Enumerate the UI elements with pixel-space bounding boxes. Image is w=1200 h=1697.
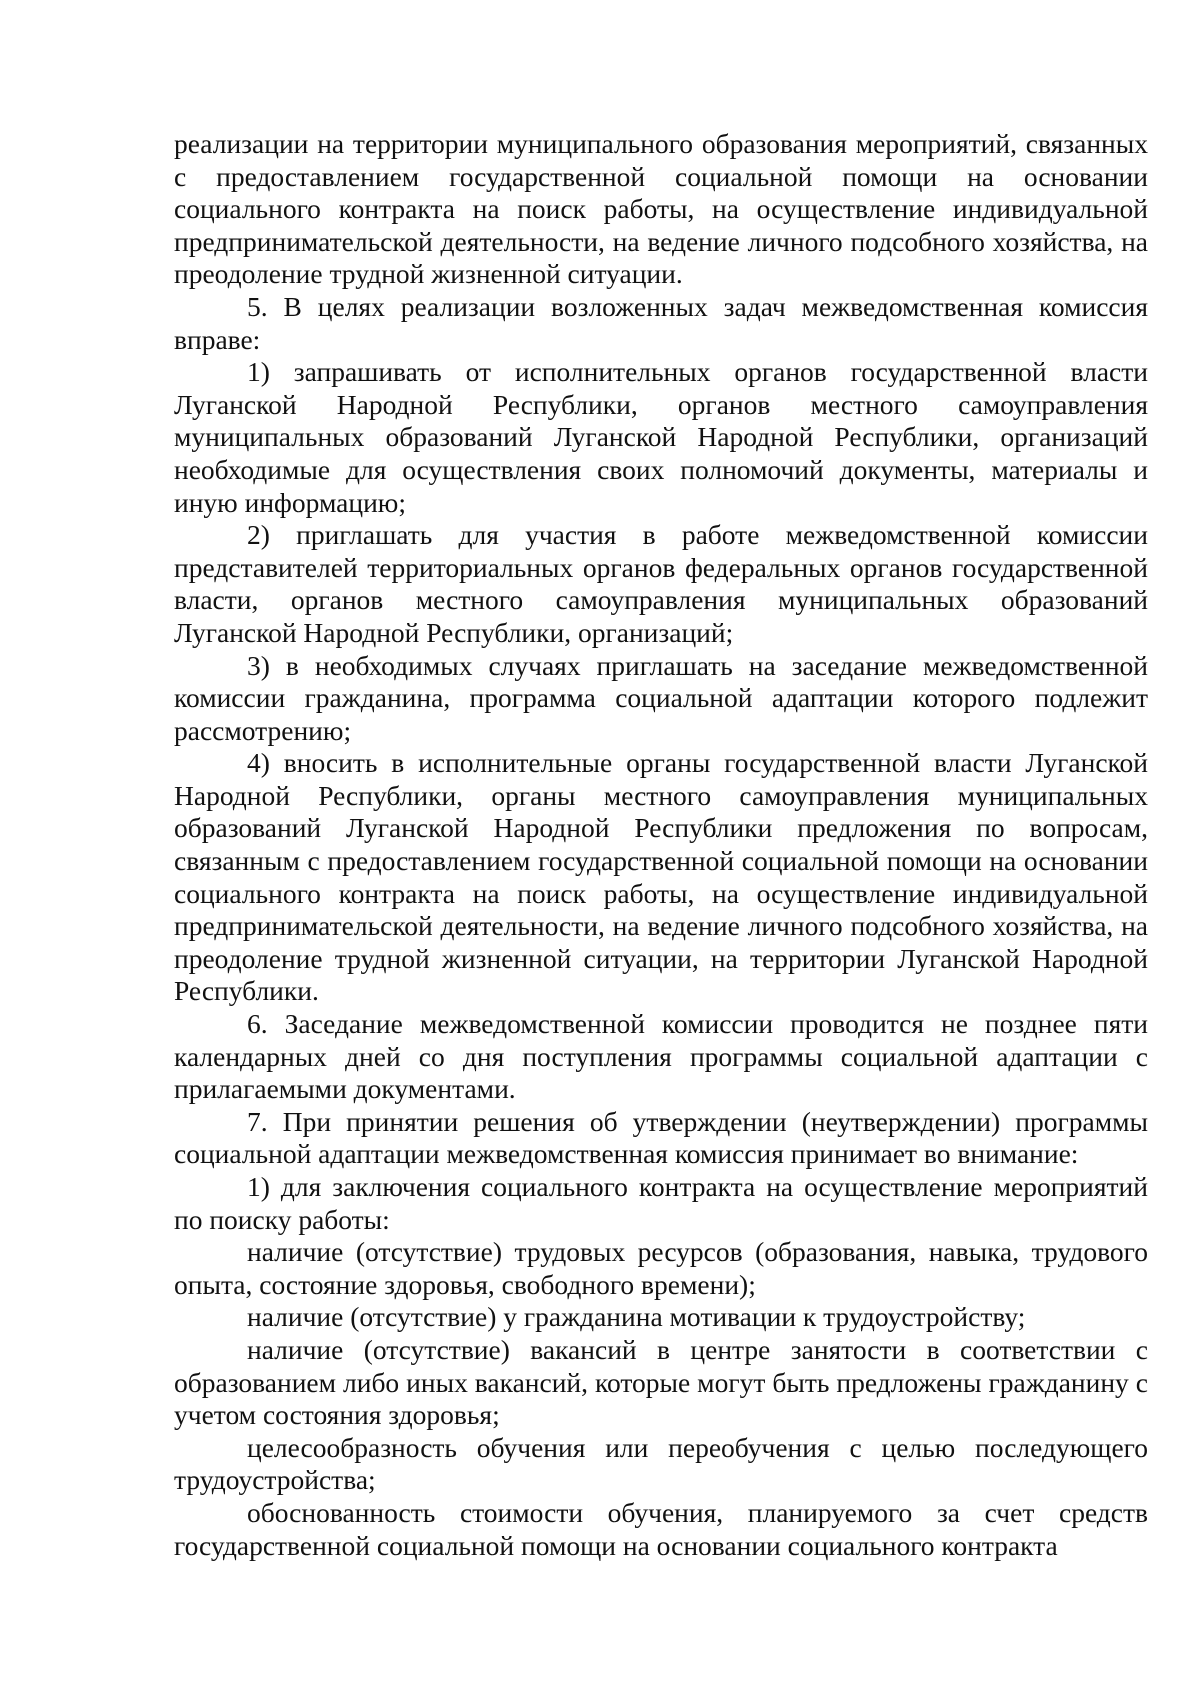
paragraph-subitem-5-1: 1) запрашивать от исполнительных органов государственной власти Луганской Народной Республики, органов местного самоуправления муниципальных образований Луганской Народной Республики, организаций необходимые для осуществления своих полномочий документы, материалы и иную информацию; (174, 356, 1148, 518)
paragraph-criterion-vacancies: наличие (отсутствие) вакансий в центре занятости в соответствии с образованием либо иных вакансий, которые могут быть предложены гражданину с учетом состояния здоровья; (174, 1333, 1148, 1431)
paragraph-continuation: реализации на территории муниципального образования мероприятий, связанных с предоставлением государственной социальной помощи на основании социального контракта на поиск работы, на осуществление индивидуальной предпринимательской деятельности, на ведение личного подсобного хозяйства, на преодоление трудной жизненной ситуации. (174, 128, 1148, 290)
paragraph-item-5: 5. В целях реализации возложенных задач межведомственная комиссия вправе: (174, 290, 1148, 355)
paragraph-criterion-labor-resources: наличие (отсутствие) трудовых ресурсов (образования, навыка, трудового опыта, состояние здоровья, свободного времени); (174, 1236, 1148, 1300)
paragraph-item-6: 6. Заседание межведомственной комиссии проводится не позднее пяти календарных дней со дня поступления программы социальной адаптации с прилагаемыми документами. (174, 1008, 1148, 1105)
paragraph-item-7: 7. При принятии решения об утверждении (неутверждении) программы социальной адаптации межведомственная комиссия принимает во внимание: (174, 1105, 1148, 1170)
document-page (174, 128, 1148, 1562)
paragraph-subitem-5-3: 3) в необходимых случаях приглашать на заседание межведомственной комиссии гражданина, программа социальной адаптации которого подлежит рассмотрению; (174, 649, 1148, 746)
paragraph-criterion-training-cost: обоснованность стоимости обучения, планируемого за счет средств государственной социальной помощи на основании социального контракта (174, 1496, 1148, 1561)
paragraph-subitem-5-4: 4) вносить в исполнительные органы государственной власти Луганской Народной Республики, органы местного самоуправления муниципальных образований Луганской Народной Республики предложения по вопросам, связанным с предоставлением государственной социальной помощи на основании социального контракта на поиск работы, на осуществление индивидуальной предпринимательской деятельности, на ведение личного подсобного хозяйства, на преодоление трудной жизненной ситуации, на территории Луганской Народной Республики. (174, 747, 1148, 1007)
paragraph-subitem-7-1: 1) для заключения социального контракта на осуществление мероприятий по поиску работы: (174, 1171, 1148, 1235)
paragraph-criterion-training: целесообразность обучения или переобучения с целью последующего трудоустройства; (174, 1431, 1148, 1496)
paragraph-criterion-motivation: наличие (отсутствие) у гражданина мотивации к трудоустройству; (247, 1301, 1026, 1333)
paragraph-subitem-5-2: 2) приглашать для участия в работе межведомственной комиссии представителей территориальных органов федеральных органов государственной власти, органов местного самоуправления муниципальных образований Луганской Народной Республики, организаций; (174, 519, 1148, 648)
